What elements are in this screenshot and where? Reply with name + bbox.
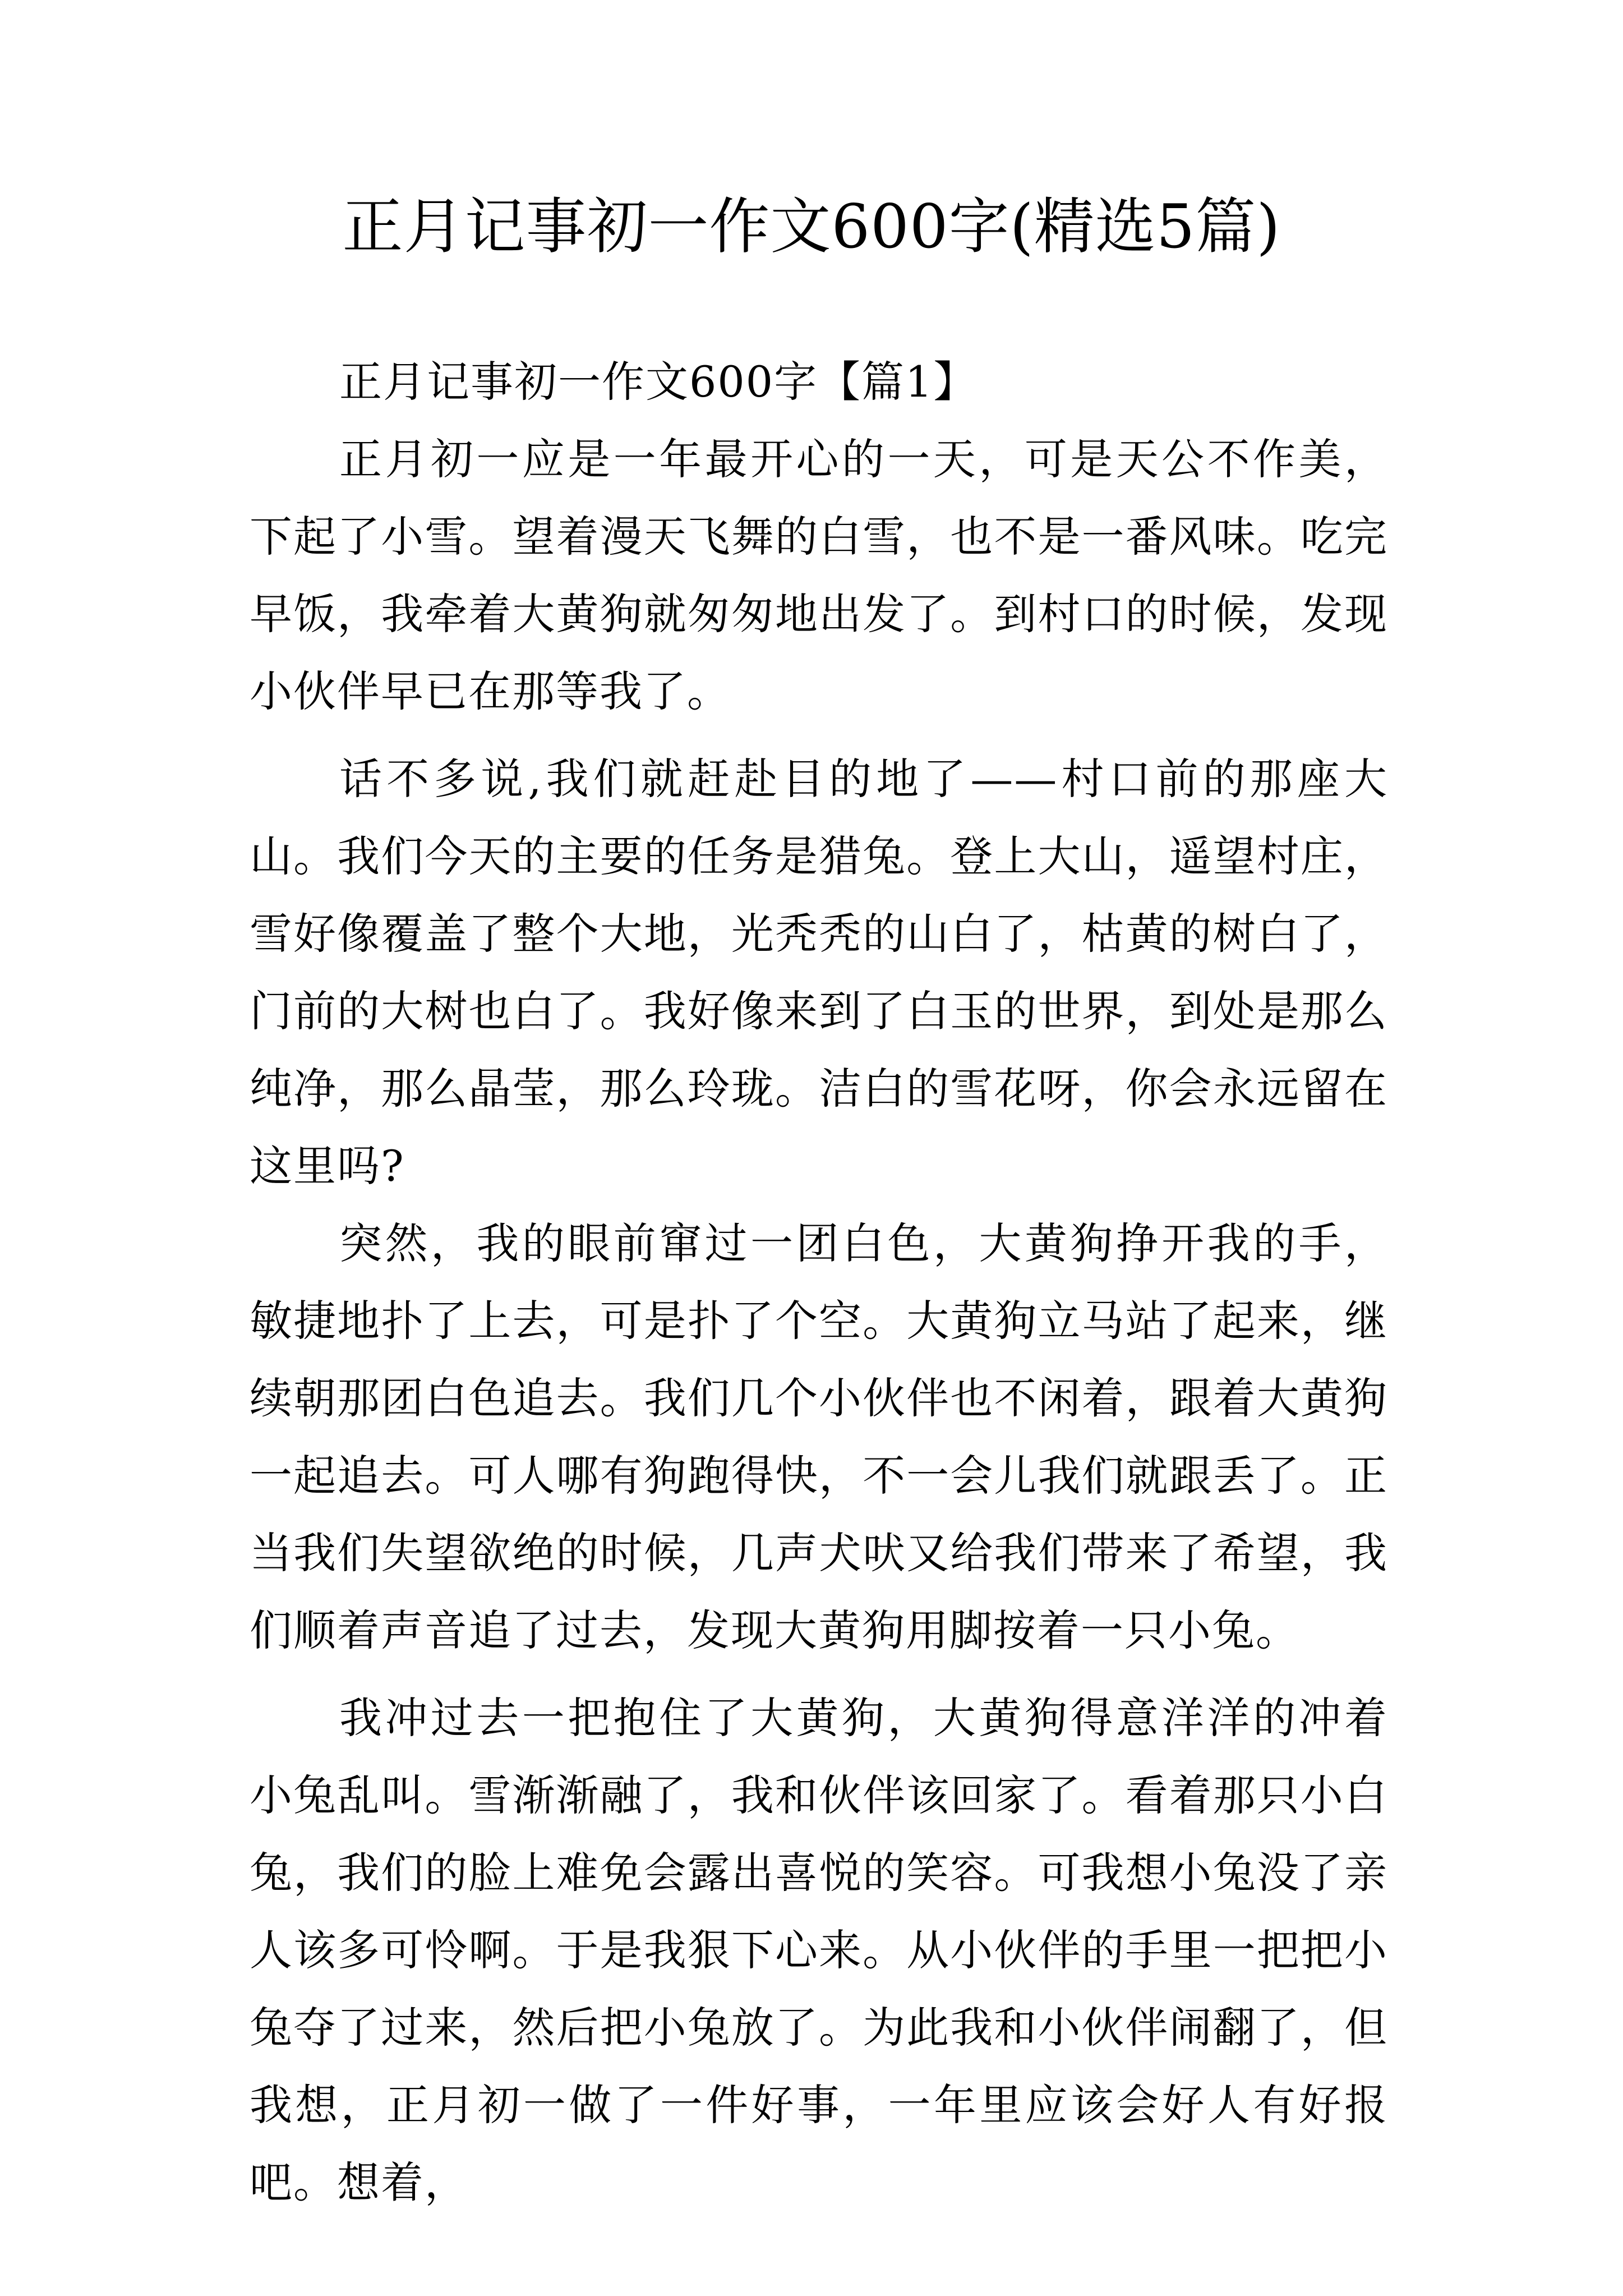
- document-body: [250, 343, 1388, 2221]
- section-heading: 正月记事初一作文600字【篇1】: [339, 357, 978, 407]
- paragraph: 我冲过去一把抱住了大黄狗，大黄狗得意洋洋的冲着小兔乱叫。雪渐渐融了，我和伙伴该回家了。看着那只小白兔，我们的脸上难免会露出喜悦的笑容。可我想小兔没了亲人该多可怜啊。于是我狠下心来。从小伙伴的手里一把把小兔夺了过来，然后把小兔放了。为此我和小伙伴闹翻了，但我想，正月初一做了一件好事，一年里应该会好人有好报吧。想着，: [250, 1693, 1388, 2207]
- paragraph: 话不多说,我们就赶赴目的地了——村口前的那座大山。我们今天的主要的任务是猎兔。登上大山，遥望村庄，雪好像覆盖了整个大地，光秃秃的山白了，枯黄的树白了，门前的大树也白了。我好像来到了白玉的世界，到处是那么纯净，那么晶莹，那么玲珑。洁白的雪花呀，你会永远留在这里吗?: [250, 754, 1388, 1191]
- document-title: 正月记事初一作文600字(精选5篇): [342, 192, 1281, 262]
- paragraph: 突然，我的眼前窜过一团白色，大黄狗挣开我的手，敏捷地扑了上去，可是扑了个空。大黄狗立马站了起来，继续朝那团白色追去。我们几个小伙伴也不闲着，跟着大黄狗一起追去。可人哪有狗跑得快，不一会儿我们就跟丢了。正当我们失望欲绝的时候，几声犬吠又给我们带来了希望，我们顺着声音追了过去，发现大黄狗用脚按着一只小兔。: [250, 1218, 1388, 1655]
- paragraph: 正月初一应是一年最开心的一天，可是天公不作美，下起了小雪。望着漫天飞舞的白雪，也不是一番风味。吃完早饭，我牵着大黄狗就匆匆地出发了。到村口的时候，发现小伙伴早已在那等我了。: [250, 434, 1388, 716]
